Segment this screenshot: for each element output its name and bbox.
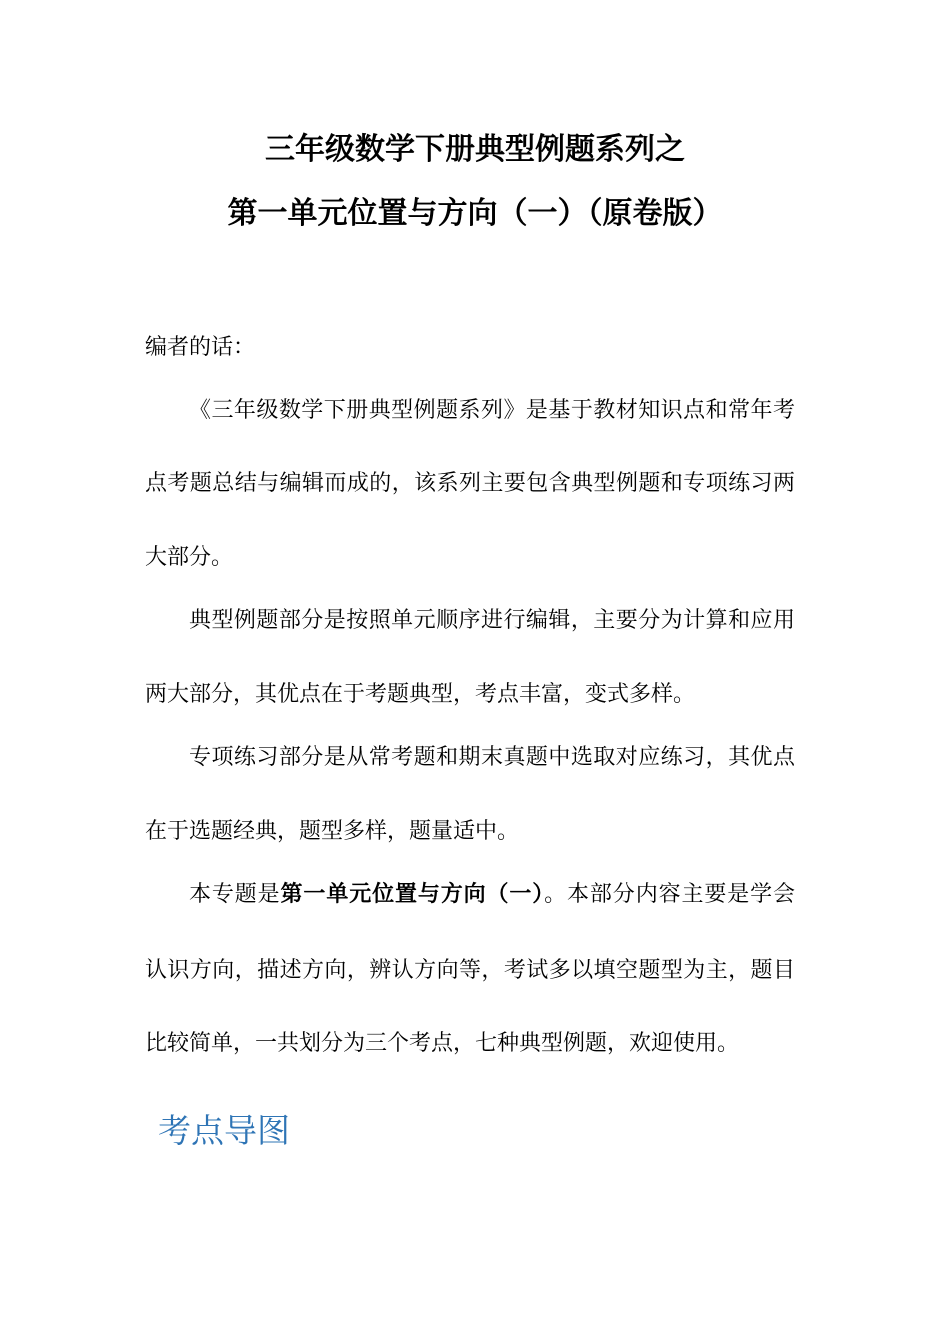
- paragraph-4-line-2: 认识方向，描述方向，辨认方向等，考试多以填空题型为主，题目: [145, 958, 795, 983]
- editor-note-label: 编者的话：: [145, 335, 256, 360]
- paragraph-3-line-2: 在于选题经典，题型多样，题量适中。: [145, 819, 520, 844]
- paragraph-1-line-2: 点考题总结与编辑而成的，该系列主要包含典型例题和专项练习两: [145, 471, 795, 496]
- section-heading: 考点导图: [158, 1111, 290, 1150]
- paragraph-4-prefix: 本专题是: [189, 882, 281, 907]
- paragraph-3-line-1: 专项练习部分是从常考题和期末真题中选取对应练习，其优点: [189, 745, 795, 770]
- paragraph-2-line-1: 典型例题部分是按照单元顺序进行编辑，主要分为计算和应用: [189, 608, 795, 633]
- paragraph-2-line-2: 两大部分，其优点在于考题典型，考点丰富，变式多样。: [145, 682, 696, 707]
- document-title-line-1: 三年级数学下册典型例题系列之: [265, 132, 685, 167]
- paragraph-4-line-3: 比较简单，一共划分为三个考点，七种典型例题，欢迎使用。: [145, 1031, 740, 1056]
- paragraph-1-line-1: 《三年级数学下册典型例题系列》是基于教材知识点和常年考: [189, 398, 795, 423]
- paragraph-4-topic: 第一单元位置与方向（一）: [280, 882, 545, 907]
- document-title-line-2: 第一单元位置与方向（一）（原卷版）: [227, 196, 723, 231]
- paragraph-4-suffix: 。本部分内容主要是学会: [544, 882, 795, 907]
- paragraph-4-line-1: [189, 880, 795, 910]
- paragraph-1-line-3: 大部分。: [145, 545, 234, 570]
